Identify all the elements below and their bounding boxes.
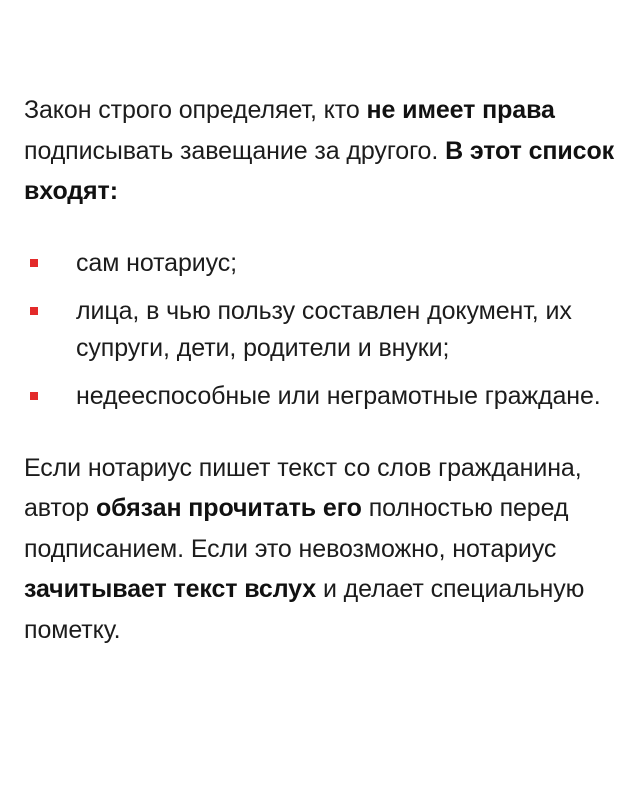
article-body (24, 90, 616, 650)
outro-text-3: и делает специальную пометку. (24, 575, 585, 644)
list-item (24, 293, 616, 366)
intro-paragraph (24, 90, 616, 212)
bullet-marker-icon (30, 392, 38, 400)
outro-paragraph (24, 448, 616, 651)
list-item-text: сам нотариус; (76, 248, 238, 277)
list-item (24, 245, 616, 282)
outro-bold-2: зачитывает текст вслух (24, 575, 317, 603)
bullet-marker-icon (30, 307, 38, 315)
list-item-text: лица, в чью пользу составлен документ, их супруги, дети, родители и внуки; (76, 297, 572, 362)
list-item (24, 378, 616, 415)
bullet-marker-icon (30, 259, 38, 267)
outro-text-1: Если нотариус пишет текст со слов гражданина, автор (24, 453, 582, 522)
intro-bold-1: не имеет права (366, 96, 555, 124)
list-item-text: недееспособные или неграмотные граждане. (76, 382, 601, 410)
outro-text-2: полностью перед подписанием. Если это невозможно, нотариус (24, 494, 569, 563)
intro-text-1: Закон строго определяет, кто (24, 96, 367, 124)
intro-text-2: подписывать завещание за другого. (24, 136, 446, 165)
bullet-list (24, 245, 616, 415)
outro-bold-1: обязан прочитать его (95, 494, 362, 522)
intro-bold-2: В этот список входят: (24, 136, 615, 205)
